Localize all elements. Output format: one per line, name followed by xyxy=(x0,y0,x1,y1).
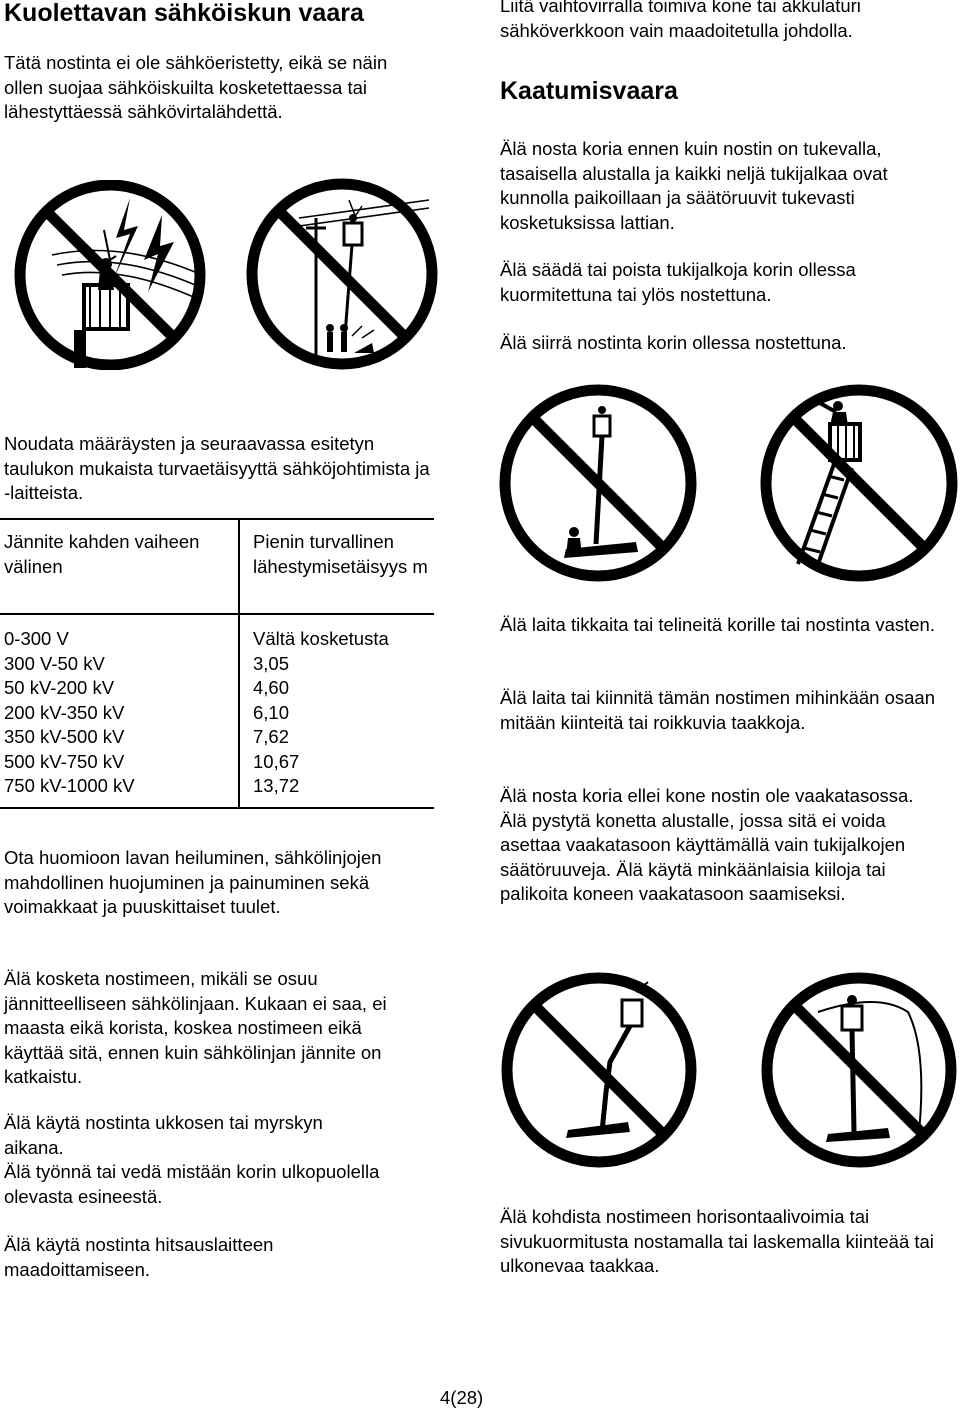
lift-tipping-prohibition-icon xyxy=(496,384,700,582)
lift-wind-prohibition-icon xyxy=(758,972,960,1168)
table-cell: 3,05 xyxy=(253,652,290,674)
table-bottom-rule xyxy=(0,807,434,809)
sway-note: Ota huomioon lavan heiluminen, sähkölinjojen mahdollinen huojuminen ja painuminen sekä voimakkaat ja puuskittaiset tuulet. xyxy=(4,847,382,917)
power-line-prohibition-icon xyxy=(244,178,440,370)
welding-note: Älä käytä nostinta hitsauslaitteen maadoittamiseen. xyxy=(4,1234,274,1280)
tipping-p2: Älä säädä tai poista tukijalkoja korin ollessa kuormitettuna tai ylös nostettuna. xyxy=(500,259,856,305)
tipping-heading: Kaatumisvaara xyxy=(500,77,678,105)
side-load-prohibition-icon xyxy=(498,972,700,1168)
table-cell: 350 kV-500 kV xyxy=(4,726,125,747)
table-cell: 200 kV-350 kV xyxy=(4,701,125,723)
table-cell: 4,60 xyxy=(253,677,290,698)
table-cell: Vältä kosketusta xyxy=(253,628,389,649)
table-voltage-column xyxy=(4,627,234,799)
table-column-divider xyxy=(238,519,240,809)
table-top-rule xyxy=(0,518,434,520)
danger-heading: Kuolettavan sähköiskun vaara xyxy=(4,0,364,27)
table-cell: 10,67 xyxy=(253,750,300,772)
table-header-rule xyxy=(0,613,434,615)
tipping-p6: Älä nosta koria ellei kone nostin ole vaakatasossa. Älä pystytä konetta alustalle, jossa sitä ei voida asettaa vaakatasoon käyttämällä vain tukijalkojen säätöruuveja. Älä käytä minkäänlaisia kiiloja tai palikoita koneen vaakatasoon saamiseksi. xyxy=(500,785,914,904)
table-cell: 7,62 xyxy=(253,726,290,747)
table-cell: 0-300 V xyxy=(4,628,69,649)
table-cell: 750 kV-1000 kV xyxy=(4,775,135,796)
tipping-p1: Älä nosta koria ennen kuin nostin on tukevalla, tasaisella alustalla ja kaikki neljä tukijalkaa ovat kunnolla paikoillaan ja säätöruuvit tukevasti kosketuksissa lattian. xyxy=(500,138,888,233)
ground-note: Liitä vaihtovirralla toimiva kone tai akkulaturi sähköverkkoon vain maadoitetulla johdolla. xyxy=(500,0,861,41)
table-header-distance: Pienin turvallinen lähestymisetäisyys m xyxy=(253,531,428,577)
distance-note: Noudata määräysten ja seuraavassa esitetyn taulukon mukaista turvaetäisyyttä sähköjohtimista ja -laitteista. xyxy=(4,433,430,503)
table-distance-column xyxy=(253,627,433,799)
page-number: 4(28) xyxy=(440,1387,484,1408)
tipping-p5: Älä laita tai kiinnitä tämän nostimen mihinkään osaan mitään kiinteitä tai roikkuvia taakkoja. xyxy=(500,687,935,733)
table-cell: 13,72 xyxy=(253,775,300,796)
tipping-p4: Älä laita tikkaita tai telineitä korille tai nostinta vasten. xyxy=(500,614,935,635)
tipping-p7: Älä kohdista nostimeen horisontaalivoimia tai sivukuormitusta nostamalla tai laskemalla kiinteää tai ulkonevaa taakkaa. xyxy=(500,1206,934,1276)
storm-note: Älä käytä nostinta ukkosen tai myrskyn aikana. xyxy=(4,1112,323,1158)
table-cell: 6,10 xyxy=(253,701,290,723)
intro-text: Tätä nostinta ei ole sähköeristetty, eikä se näin ollen suojaa sähköiskuilta kosketettaessa tai lähestyttäessä sähkövirtalähdettä. xyxy=(4,52,388,122)
touch-note: Älä kosketa nostimeen, mikäli se osuu jännitteelliseen sähkölinjaan. Kukaan ei saa, ei maasta eikä korista, koskea nostimeen eikä käyttää sitä, ennen kuin sähkölinjan jännite on katkaistu. xyxy=(4,968,387,1087)
table-header-voltage: Jännite kahden vaiheen välinen xyxy=(4,531,200,577)
lightning-prohibition-icon xyxy=(12,180,208,370)
table-cell: 50 kV-200 kV xyxy=(4,677,115,698)
push-note: Älä työnnä tai vedä mistään korin ulkopuolella olevasta esineestä. xyxy=(4,1161,380,1207)
table-cell: 500 kV-750 kV xyxy=(4,750,125,772)
ladder-prohibition-icon xyxy=(758,384,960,582)
table-cell: 300 V-50 kV xyxy=(4,652,105,674)
tipping-p3: Älä siirrä nostinta korin ollessa nostettuna. xyxy=(500,332,847,353)
